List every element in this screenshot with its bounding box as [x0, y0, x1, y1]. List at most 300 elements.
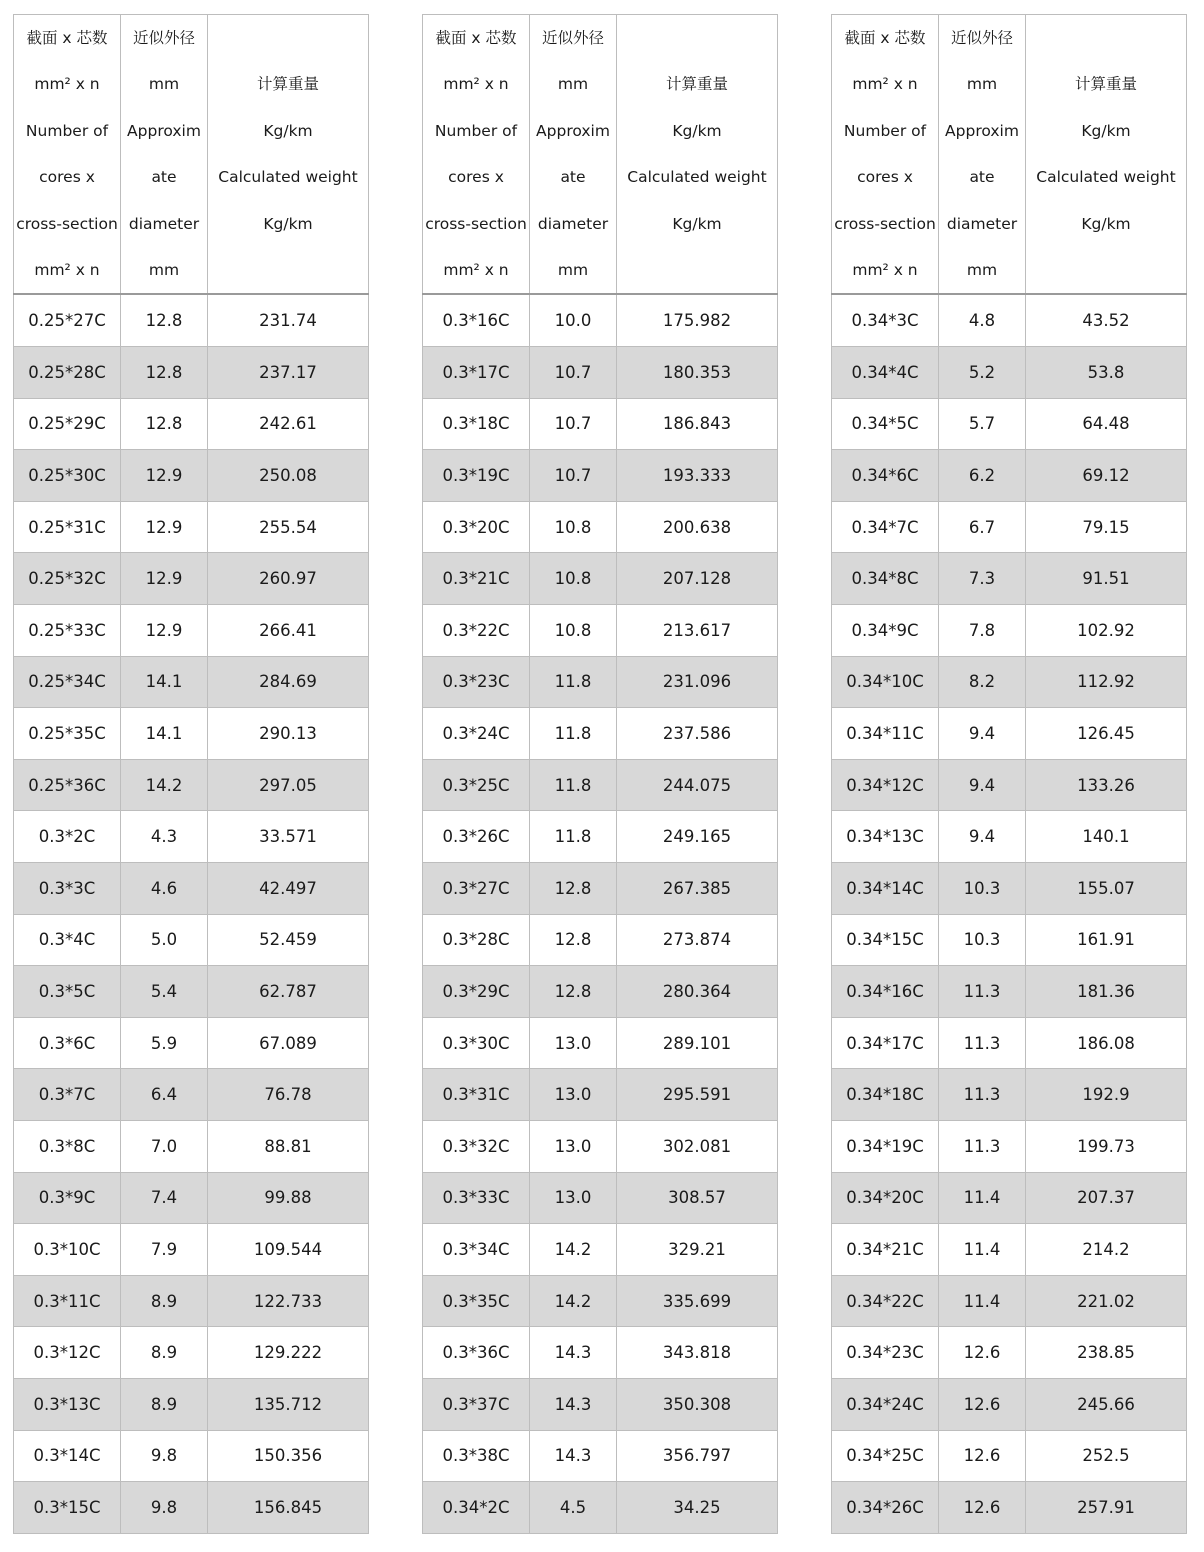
- table-row: [832, 294, 1187, 346]
- diameter-cell: 8.9: [121, 1275, 208, 1327]
- table-row: [832, 1378, 1187, 1430]
- cross-section-cell: 0.3*7C: [14, 1069, 121, 1121]
- diameter-cell: 10.8: [530, 605, 617, 657]
- table-row: [14, 966, 369, 1018]
- table-row: [832, 1069, 1187, 1121]
- cross-section-cell: 0.25*28C: [14, 347, 121, 399]
- diameter-cell: 10.7: [530, 347, 617, 399]
- header-weight: [617, 15, 778, 295]
- table-row: [14, 1482, 369, 1534]
- header-line: Number of: [434, 121, 518, 140]
- cross-section-cell: 0.34*6C: [832, 450, 939, 502]
- diameter-cell: 6.7: [939, 501, 1026, 553]
- diameter-cell: 11.8: [530, 708, 617, 760]
- diameter-cell: 7.8: [939, 605, 1026, 657]
- table-row: [14, 1069, 369, 1121]
- diameter-cell: 11.3: [939, 1120, 1026, 1172]
- table-row: [832, 553, 1187, 605]
- header-line: Number of: [25, 121, 109, 140]
- weight-cell: 126.45: [1026, 708, 1187, 760]
- cross-section-cell: 0.34*3C: [832, 294, 939, 346]
- header-diameter: [121, 15, 208, 295]
- table-row: [832, 1327, 1187, 1379]
- weight-cell: 207.37: [1026, 1172, 1187, 1224]
- table-row: [832, 1275, 1187, 1327]
- table-row: [14, 862, 369, 914]
- table-row: [14, 450, 369, 502]
- cross-section-cell: 0.25*35C: [14, 708, 121, 760]
- table-row: [14, 1378, 369, 1430]
- diameter-cell: 11.8: [530, 811, 617, 863]
- table-row: [423, 398, 778, 450]
- diameter-cell: 14.3: [530, 1430, 617, 1482]
- weight-cell: 273.874: [617, 914, 778, 966]
- weight-cell: 181.36: [1026, 966, 1187, 1018]
- weight-cell: 52.459: [208, 914, 369, 966]
- weight-cell: 53.8: [1026, 347, 1187, 399]
- weight-cell: 180.353: [617, 347, 778, 399]
- weight-cell: 102.92: [1026, 605, 1187, 657]
- header-line: mm² x n: [34, 261, 100, 280]
- weight-cell: 88.81: [208, 1120, 369, 1172]
- diameter-cell: 10.8: [530, 553, 617, 605]
- weight-cell: 260.97: [208, 553, 369, 605]
- table-row: [423, 914, 778, 966]
- weight-cell: 356.797: [617, 1430, 778, 1482]
- table-row: [423, 1017, 778, 1069]
- cross-section-cell: 0.3*21C: [423, 553, 530, 605]
- table-row: [423, 1069, 778, 1121]
- cross-section-cell: 0.34*2C: [423, 1482, 530, 1534]
- table-row: [14, 605, 369, 657]
- header-line: 截面 x 芯数: [26, 29, 108, 47]
- table-row: [832, 914, 1187, 966]
- weight-cell: 186.08: [1026, 1017, 1187, 1069]
- table-row: [832, 1430, 1187, 1482]
- header-line: 计算重量: [1074, 75, 1137, 94]
- weight-cell: 350.308: [617, 1378, 778, 1430]
- header-line: Kg/km: [1081, 214, 1131, 233]
- weight-cell: 43.52: [1026, 294, 1187, 346]
- table-row: [14, 553, 369, 605]
- cross-section-cell: 0.34*24C: [832, 1378, 939, 1430]
- header-diameter: [939, 15, 1026, 295]
- diameter-cell: 10.7: [530, 450, 617, 502]
- table-row: [832, 501, 1187, 553]
- table-body: [832, 294, 1187, 1533]
- table-row: [423, 1482, 778, 1534]
- cross-section-cell: 0.34*4C: [832, 347, 939, 399]
- diameter-cell: 5.9: [121, 1017, 208, 1069]
- weight-cell: 244.075: [617, 759, 778, 811]
- diameter-cell: 11.8: [530, 759, 617, 811]
- diameter-cell: 12.6: [939, 1482, 1026, 1534]
- header-line: ate: [151, 168, 177, 187]
- header-line: mm: [148, 261, 180, 280]
- weight-cell: 245.66: [1026, 1378, 1187, 1430]
- weight-cell: 161.91: [1026, 914, 1187, 966]
- cross-section-cell: 0.3*3C: [14, 862, 121, 914]
- diameter-cell: 12.6: [939, 1327, 1026, 1379]
- header-weight: [208, 15, 369, 295]
- cross-section-cell: 0.34*9C: [832, 605, 939, 657]
- cross-section-cell: 0.3*18C: [423, 398, 530, 450]
- header-line: mm² x n: [852, 261, 918, 280]
- header-line: cores x: [857, 168, 913, 187]
- cross-section-cell: 0.3*8C: [14, 1120, 121, 1172]
- diameter-cell: 5.0: [121, 914, 208, 966]
- header-line: Approxim: [127, 121, 201, 140]
- diameter-cell: 10.3: [939, 914, 1026, 966]
- cross-section-cell: 0.25*34C: [14, 656, 121, 708]
- header-weight: [1026, 15, 1187, 295]
- diameter-cell: 7.3: [939, 553, 1026, 605]
- header-line: mm² x n: [443, 261, 509, 280]
- cross-section-cell: 0.3*37C: [423, 1378, 530, 1430]
- diameter-cell: 13.0: [530, 1172, 617, 1224]
- diameter-cell: 14.2: [121, 759, 208, 811]
- cross-section-cell: 0.34*20C: [832, 1172, 939, 1224]
- table-row: [832, 347, 1187, 399]
- header-line: mm: [557, 261, 589, 280]
- weight-cell: 155.07: [1026, 862, 1187, 914]
- cross-section-cell: 0.34*14C: [832, 862, 939, 914]
- cross-section-cell: 0.3*13C: [14, 1378, 121, 1430]
- header-line: Approxim: [945, 121, 1019, 140]
- header-line: 截面 x 芯数: [435, 29, 517, 47]
- table-row: [423, 1430, 778, 1482]
- diameter-cell: 11.3: [939, 1069, 1026, 1121]
- cross-section-cell: 0.34*11C: [832, 708, 939, 760]
- table-row: [423, 501, 778, 553]
- cable-spec-table-1: [13, 14, 369, 1534]
- weight-cell: 129.222: [208, 1327, 369, 1379]
- weight-cell: 99.88: [208, 1172, 369, 1224]
- cross-section-cell: 0.25*27C: [14, 294, 121, 346]
- cross-section-cell: 0.25*36C: [14, 759, 121, 811]
- cross-section-cell: 0.3*25C: [423, 759, 530, 811]
- weight-cell: 67.089: [208, 1017, 369, 1069]
- cross-section-cell: 0.3*24C: [423, 708, 530, 760]
- diameter-cell: 11.4: [939, 1224, 1026, 1276]
- table-row: [14, 656, 369, 708]
- diameter-cell: 6.2: [939, 450, 1026, 502]
- header-line: mm² x n: [34, 75, 100, 94]
- table-row: [14, 1172, 369, 1224]
- weight-cell: 91.51: [1026, 553, 1187, 605]
- diameter-cell: 12.8: [121, 398, 208, 450]
- weight-cell: 308.57: [617, 1172, 778, 1224]
- diameter-cell: 6.4: [121, 1069, 208, 1121]
- weight-cell: 250.08: [208, 450, 369, 502]
- weight-cell: 284.69: [208, 656, 369, 708]
- header-cross-section: [832, 15, 939, 295]
- weight-cell: 267.385: [617, 862, 778, 914]
- table-row: [423, 1275, 778, 1327]
- table-row: [423, 811, 778, 863]
- diameter-cell: 12.9: [121, 553, 208, 605]
- weight-cell: 207.128: [617, 553, 778, 605]
- header-line: Number of: [843, 121, 927, 140]
- diameter-cell: 14.2: [530, 1275, 617, 1327]
- diameter-cell: 12.8: [121, 294, 208, 346]
- weight-cell: 238.85: [1026, 1327, 1187, 1379]
- diameter-cell: 4.8: [939, 294, 1026, 346]
- table-row: [423, 1224, 778, 1276]
- cross-section-cell: 0.3*27C: [423, 862, 530, 914]
- diameter-cell: 12.6: [939, 1430, 1026, 1482]
- table-row: [832, 450, 1187, 502]
- weight-cell: 122.733: [208, 1275, 369, 1327]
- weight-cell: 329.21: [617, 1224, 778, 1276]
- weight-cell: 186.843: [617, 398, 778, 450]
- header-line: cross-section: [834, 214, 936, 233]
- cross-section-cell: 0.34*13C: [832, 811, 939, 863]
- table-row: [832, 1120, 1187, 1172]
- diameter-cell: 12.6: [939, 1378, 1026, 1430]
- diameter-cell: 8.9: [121, 1378, 208, 1430]
- weight-cell: 193.333: [617, 450, 778, 502]
- weight-cell: 213.617: [617, 605, 778, 657]
- table-row: [14, 759, 369, 811]
- cross-section-cell: 0.3*4C: [14, 914, 121, 966]
- diameter-cell: 11.3: [939, 966, 1026, 1018]
- table-row: [423, 1327, 778, 1379]
- weight-cell: 192.9: [1026, 1069, 1187, 1121]
- weight-cell: 199.73: [1026, 1120, 1187, 1172]
- table-row: [832, 398, 1187, 450]
- diameter-cell: 4.3: [121, 811, 208, 863]
- weight-cell: 69.12: [1026, 450, 1187, 502]
- cross-section-cell: 0.34*18C: [832, 1069, 939, 1121]
- header-line: cores x: [448, 168, 504, 187]
- cross-section-cell: 0.34*10C: [832, 656, 939, 708]
- header-line: Calculated weight: [218, 168, 358, 187]
- weight-cell: 64.48: [1026, 398, 1187, 450]
- table-row: [832, 759, 1187, 811]
- diameter-cell: 14.1: [121, 708, 208, 760]
- diameter-cell: 11.4: [939, 1275, 1026, 1327]
- weight-cell: 257.91: [1026, 1482, 1187, 1534]
- header-line: 近似外径: [541, 29, 604, 47]
- table-row: [423, 1378, 778, 1430]
- weight-cell: 249.165: [617, 811, 778, 863]
- weight-cell: 242.61: [208, 398, 369, 450]
- header-line: Kg/km: [263, 214, 313, 233]
- weight-cell: 62.787: [208, 966, 369, 1018]
- header-line: cross-section: [425, 214, 527, 233]
- header-line: mm² x n: [852, 75, 918, 94]
- diameter-cell: 14.3: [530, 1378, 617, 1430]
- cross-section-cell: 0.3*9C: [14, 1172, 121, 1224]
- table-row: [423, 966, 778, 1018]
- diameter-cell: 10.0: [530, 294, 617, 346]
- weight-cell: 297.05: [208, 759, 369, 811]
- cross-section-cell: 0.25*31C: [14, 501, 121, 553]
- table-row: [14, 1017, 369, 1069]
- diameter-cell: 12.8: [530, 862, 617, 914]
- cross-section-cell: 0.34*16C: [832, 966, 939, 1018]
- weight-cell: 266.41: [208, 605, 369, 657]
- cross-section-cell: 0.34*8C: [832, 553, 939, 605]
- weight-cell: 200.638: [617, 501, 778, 553]
- cross-section-cell: 0.3*34C: [423, 1224, 530, 1276]
- table-row: [832, 1017, 1187, 1069]
- diameter-cell: 11.8: [530, 656, 617, 708]
- table-row: [832, 1172, 1187, 1224]
- cross-section-cell: 0.3*5C: [14, 966, 121, 1018]
- weight-cell: 175.982: [617, 294, 778, 346]
- diameter-cell: 9.4: [939, 811, 1026, 863]
- weight-cell: 76.78: [208, 1069, 369, 1121]
- header-line: ate: [969, 168, 995, 187]
- table-row: [423, 1172, 778, 1224]
- header-line: Approxim: [536, 121, 610, 140]
- cross-section-cell: 0.3*14C: [14, 1430, 121, 1482]
- cross-section-cell: 0.3*23C: [423, 656, 530, 708]
- table-row: [832, 605, 1187, 657]
- weight-cell: 295.591: [617, 1069, 778, 1121]
- header-cross-section: [423, 15, 530, 295]
- cross-section-cell: 0.3*22C: [423, 605, 530, 657]
- table-header: [832, 15, 1187, 295]
- cross-section-cell: 0.3*32C: [423, 1120, 530, 1172]
- diameter-cell: 10.3: [939, 862, 1026, 914]
- header-line: Calculated weight: [1036, 168, 1176, 187]
- diameter-cell: 10.7: [530, 398, 617, 450]
- diameter-cell: 7.4: [121, 1172, 208, 1224]
- table-row: [14, 1327, 369, 1379]
- diameter-cell: 12.8: [121, 347, 208, 399]
- diameter-cell: 8.2: [939, 656, 1026, 708]
- cross-section-cell: 0.34*12C: [832, 759, 939, 811]
- weight-cell: 231.096: [617, 656, 778, 708]
- cross-section-cell: 0.34*19C: [832, 1120, 939, 1172]
- table-row: [423, 759, 778, 811]
- weight-cell: 112.92: [1026, 656, 1187, 708]
- cross-section-cell: 0.34*7C: [832, 501, 939, 553]
- table-row: [14, 1430, 369, 1482]
- header-line: diameter: [537, 214, 609, 233]
- weight-cell: 255.54: [208, 501, 369, 553]
- table-row: [14, 398, 369, 450]
- header-line: mm: [557, 75, 589, 94]
- weight-cell: 289.101: [617, 1017, 778, 1069]
- diameter-cell: 12.9: [121, 450, 208, 502]
- table-row: [423, 656, 778, 708]
- header-line: Kg/km: [263, 121, 313, 140]
- table-row: [423, 553, 778, 605]
- cross-section-cell: 0.3*10C: [14, 1224, 121, 1276]
- cross-section-cell: 0.3*15C: [14, 1482, 121, 1534]
- cross-section-cell: 0.34*17C: [832, 1017, 939, 1069]
- cross-section-cell: 0.3*19C: [423, 450, 530, 502]
- weight-cell: 33.571: [208, 811, 369, 863]
- table-header: [14, 15, 369, 295]
- header-cross-section: [14, 15, 121, 295]
- diameter-cell: 7.0: [121, 1120, 208, 1172]
- diameter-cell: 5.2: [939, 347, 1026, 399]
- table-body: [14, 294, 369, 1533]
- diameter-cell: 14.1: [121, 656, 208, 708]
- table-row: [832, 656, 1187, 708]
- cable-spec-table-3: [831, 14, 1187, 1534]
- table-body: [423, 294, 778, 1533]
- diameter-cell: 13.0: [530, 1120, 617, 1172]
- weight-cell: 231.74: [208, 294, 369, 346]
- table-row: [832, 811, 1187, 863]
- table-row: [423, 862, 778, 914]
- cross-section-cell: 0.3*17C: [423, 347, 530, 399]
- table-row: [14, 1120, 369, 1172]
- header-line: 近似外径: [132, 29, 195, 47]
- weight-cell: 280.364: [617, 966, 778, 1018]
- diameter-cell: 13.0: [530, 1017, 617, 1069]
- weight-cell: 140.1: [1026, 811, 1187, 863]
- cross-section-cell: 0.34*15C: [832, 914, 939, 966]
- table-row: [14, 708, 369, 760]
- weight-cell: 34.25: [617, 1482, 778, 1534]
- cross-section-cell: 0.3*6C: [14, 1017, 121, 1069]
- cross-section-cell: 0.34*5C: [832, 398, 939, 450]
- diameter-cell: 9.4: [939, 708, 1026, 760]
- header-line: Kg/km: [672, 214, 722, 233]
- diameter-cell: 13.0: [530, 1069, 617, 1121]
- cross-section-cell: 0.3*20C: [423, 501, 530, 553]
- header-line: diameter: [128, 214, 200, 233]
- table-row: [832, 1482, 1187, 1534]
- table-row: [423, 605, 778, 657]
- header-line: ate: [560, 168, 586, 187]
- header-line: Kg/km: [1081, 121, 1131, 140]
- cross-section-cell: 0.34*26C: [832, 1482, 939, 1534]
- header-line: diameter: [946, 214, 1018, 233]
- table-row: [832, 862, 1187, 914]
- table-row: [832, 1224, 1187, 1276]
- weight-cell: 290.13: [208, 708, 369, 760]
- cross-section-cell: 0.34*21C: [832, 1224, 939, 1276]
- diameter-cell: 9.8: [121, 1482, 208, 1534]
- cable-spec-table-2: [422, 14, 778, 1534]
- diameter-cell: 14.3: [530, 1327, 617, 1379]
- header-line: mm² x n: [443, 75, 509, 94]
- table-row: [423, 347, 778, 399]
- cross-section-cell: 0.3*26C: [423, 811, 530, 863]
- table-row: [832, 966, 1187, 1018]
- weight-cell: 133.26: [1026, 759, 1187, 811]
- weight-cell: 42.497: [208, 862, 369, 914]
- weight-cell: 156.845: [208, 1482, 369, 1534]
- table-row: [14, 1275, 369, 1327]
- cross-section-cell: 0.25*33C: [14, 605, 121, 657]
- weight-cell: 302.081: [617, 1120, 778, 1172]
- weight-cell: 237.17: [208, 347, 369, 399]
- cross-section-cell: 0.25*32C: [14, 553, 121, 605]
- diameter-cell: 12.8: [530, 966, 617, 1018]
- header-diameter: [530, 15, 617, 295]
- weight-cell: 343.818: [617, 1327, 778, 1379]
- header-line: Kg/km: [672, 121, 722, 140]
- cross-section-cell: 0.3*36C: [423, 1327, 530, 1379]
- header-line: mm: [148, 75, 180, 94]
- weight-cell: 221.02: [1026, 1275, 1187, 1327]
- cross-section-cell: 0.3*33C: [423, 1172, 530, 1224]
- table-row: [423, 294, 778, 346]
- table-row: [423, 708, 778, 760]
- table-row: [14, 811, 369, 863]
- diameter-cell: 5.4: [121, 966, 208, 1018]
- diameter-cell: 4.6: [121, 862, 208, 914]
